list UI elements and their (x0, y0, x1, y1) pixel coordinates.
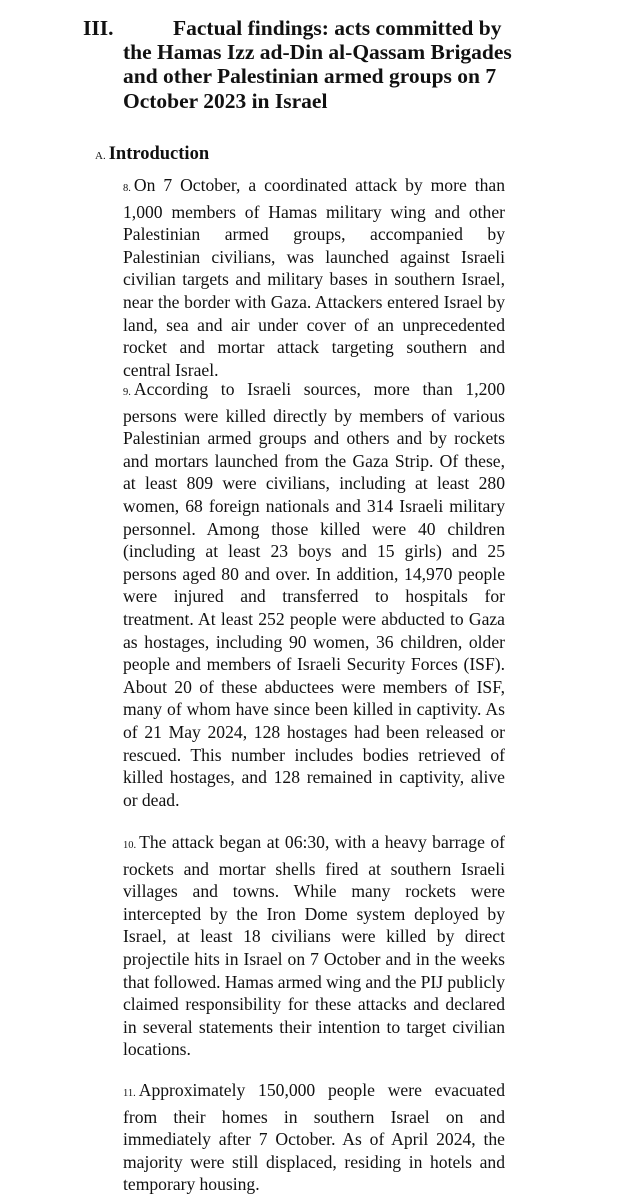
paragraph-number: 9. (123, 387, 131, 398)
paragraph-10 (123, 831, 505, 1061)
paragraph-9 (123, 378, 505, 811)
paragraph-number: 11. (123, 1088, 136, 1099)
section-letter: A. (95, 150, 106, 162)
paragraph-text: On 7 October, a coordinated attack by more than 1,000 members of Hamas military wing and other Palestinian armed groups, accompanied by Palestinian civilians, was launched against Israeli civilian targets and military bases in southern Israel, near the border with Gaza. Attackers entered Israel by land, sea and air under cover of an unprecedented rocket and mortar attack targeting southern and central Israel. (123, 175, 505, 380)
paragraph-8 (123, 174, 505, 381)
section-heading (95, 143, 209, 167)
paragraph-text: Approximately 150,000 people were evacuated from their homes in southern Israel on and immediately after 7 October. As of April 2024, the majority were still displaced, residing in hotels and temporary housing. (123, 1080, 505, 1195)
paragraph-11 (123, 1079, 505, 1196)
chapter-heading (83, 16, 523, 113)
chapter-number: III. (83, 16, 114, 40)
paragraph-number: 10. (123, 840, 137, 851)
paragraph-text: The attack began at 06:30, with a heavy barrage of rockets and mortar shells fired at southern Israeli villages and towns. While many rockets were intercepted by the Iron Dome system deployed by Israel, at least 18 civilians were killed by direct projectile hits in Israel on 7 October and in the weeks that followed. Hamas armed wing and the PIJ publicly claimed responsibility for these attacks and declared in several statements their intention to target civilian locations. (123, 832, 505, 1060)
section-title: Introduction (108, 144, 210, 164)
chapter-title: Factual findings: acts committed by the Hamas Izz ad-Din al-Qassam Brigades and other Palestinian armed groups on 7 October 2023 in Israel (123, 16, 512, 113)
paragraph-number: 8. (123, 183, 131, 194)
paragraph-text: According to Israeli sources, more than 1,200 persons were killed directly by members of various Palestinian armed groups and others and by rockets and mortars launched from the Gaza Strip. Of these, at least 809 were civilians, including at least 280 women, 68 foreign nationals and 314 Israeli military personnel. Among those killed were 40 children (including at least 23 boys and 15 girls) and 25 persons aged 80 and over. In addition, 14,970 people were injured and transferred to hospitals for treatment. At least 252 people were abducted to Gaza as hostages, including 90 women, 36 children, older people and members of Israeli Security Forces (ISF). About 20 of these abductees were members of ISF, many of whom have since been killed in captivity. As of 21 May 2024, 128 hostages had been released or rescued. This number includes bodies retrieved of killed hostages, and 128 remained in captivity, alive or dead. (123, 379, 505, 810)
